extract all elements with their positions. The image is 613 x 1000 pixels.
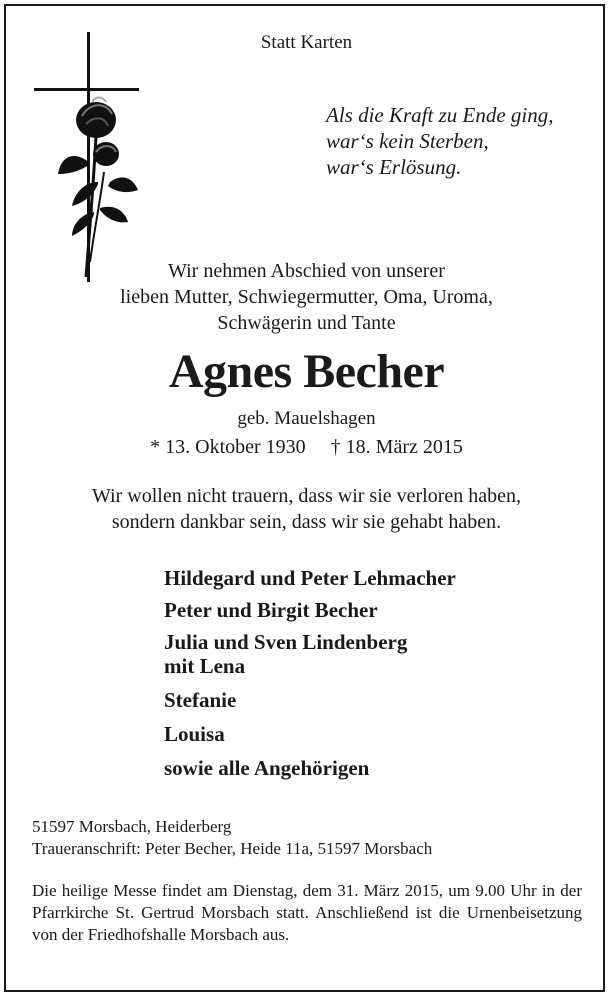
quote-line: Wir wollen nicht trauern, dass wir sie verloren haben, <box>91 485 522 507</box>
intro-text <box>0 258 613 336</box>
mourning-address: Traueranschrift: Peter Becher, Heide 11a, 51597 Morsbach <box>32 839 433 858</box>
place: 51597 Morsbach, Heiderberg <box>32 817 232 836</box>
address-block <box>32 816 432 860</box>
intro-line: Schwägerin und Tante <box>217 312 396 334</box>
birth-name: geb. Mauelshagen <box>237 408 376 429</box>
intro-line: Wir nehmen Abschied von unserer <box>168 260 445 282</box>
intro-line: lieben Mutter, Schwiegermutter, Oma, Uroma, <box>120 286 493 308</box>
quote <box>0 483 613 535</box>
statt-karten-label: Statt Karten <box>260 32 353 53</box>
death-date: † 18. März 2015 <box>330 436 463 458</box>
family-entry: sowie alle Angehörigen <box>164 756 370 780</box>
mass-notice: Die heilige Messe findet am Dienstag, dem 31. März 2015, um 9.00 Uhr in der Pfarrkirche St. Gertrud Morsbach statt. Anschließend ist die Urnenbeisetzung von der Friedhofshalle Morsbach aus. <box>32 881 582 944</box>
quote-line: sondern dankbar sein, dass wir sie gehabt haben. <box>111 511 502 533</box>
family-entry: Stefanie <box>164 688 237 712</box>
poem <box>326 102 554 180</box>
family-list <box>164 566 456 780</box>
cross-with-rose-icon <box>34 32 139 282</box>
family-entry: Peter und Birgit Becher <box>164 598 378 622</box>
life-dates <box>0 436 613 459</box>
poem-line: war‘s Erlösung. <box>326 155 462 179</box>
deceased-name: Agnes Becher <box>168 345 445 398</box>
poem-line: Als die Kraft zu Ende ging, <box>326 103 554 127</box>
family-entry: Hildegard und Peter Lehmacher <box>164 566 456 590</box>
family-entry: Louisa <box>164 722 225 746</box>
family-entry: Julia und Sven Lindenberg <box>164 630 408 654</box>
birth-date: * 13. Oktober 1930 <box>150 436 306 458</box>
poem-line: war‘s kein Sterben, <box>326 129 489 153</box>
family-entry: mit Lena <box>164 654 246 678</box>
